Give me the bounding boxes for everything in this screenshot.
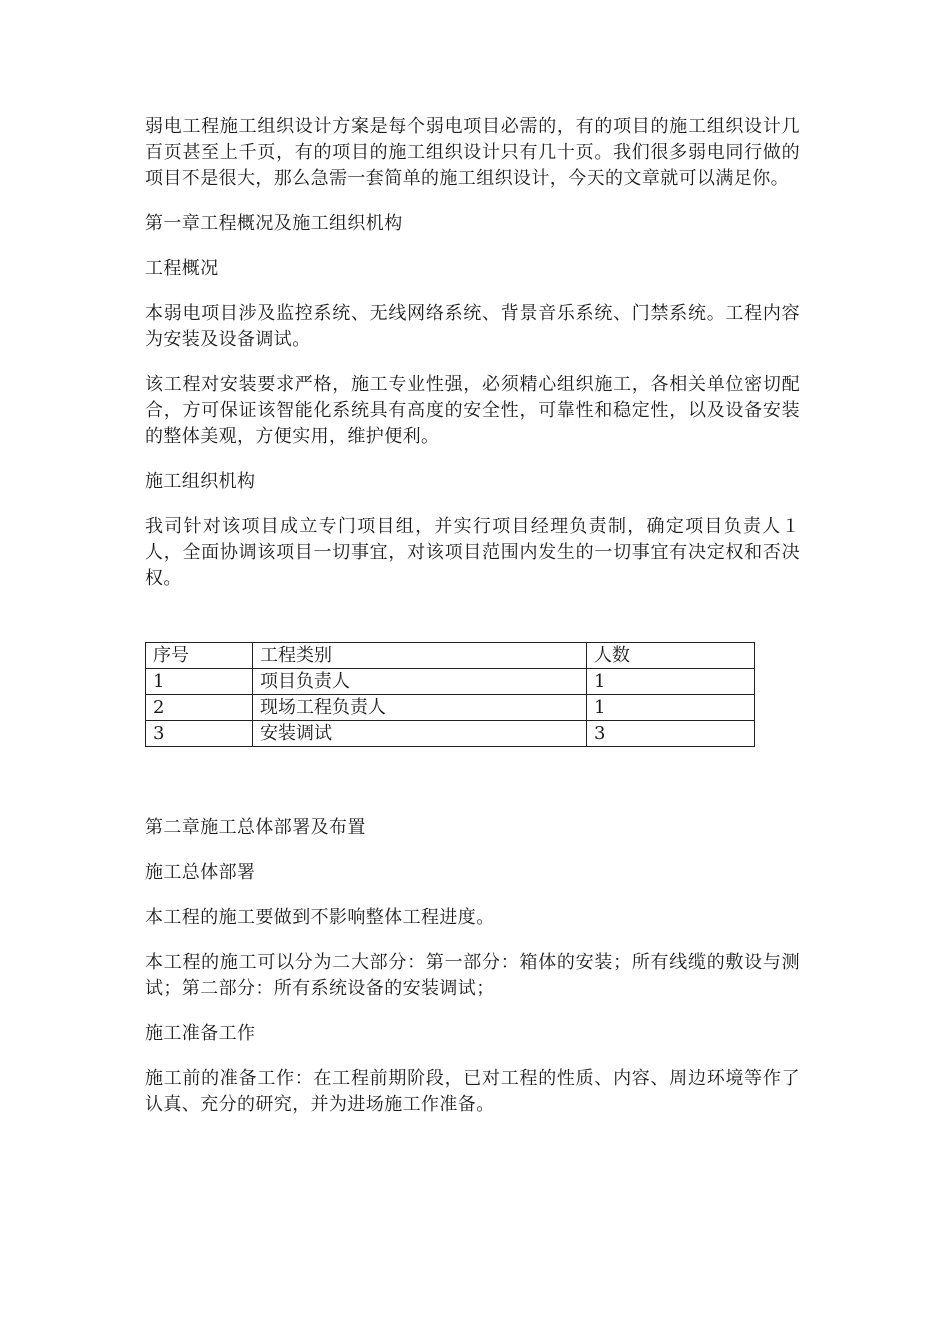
- table-cell: 1: [587, 695, 755, 721]
- chapter-1-title: 第一章工程概况及施工组织机构: [145, 213, 403, 234]
- table-cell: 3: [587, 721, 755, 747]
- staffing-table: [145, 642, 755, 747]
- table-cell: 1: [587, 669, 755, 695]
- table-header-cell: 序号: [146, 643, 253, 669]
- table-cell: 现场工程负责人: [253, 695, 587, 721]
- table-cell: 安装调试: [253, 721, 587, 747]
- chapter-2-title: 第二章施工总体部署及布置: [145, 817, 366, 838]
- deployment-heading: 施工总体部署: [145, 862, 256, 883]
- deployment-paragraph-1: 本工程的施工要做到不影响整体工程进度。: [145, 907, 495, 928]
- table-cell: 2: [146, 695, 253, 721]
- organization-heading: 施工组织机构: [145, 471, 256, 492]
- overview-heading: 工程概况: [145, 258, 219, 279]
- document-page: [145, 114, 800, 1137]
- table-header-row: [146, 643, 755, 669]
- intro-paragraph: 弱电工程施工组织设计方案是每个弱电项目必需的，有的项目的施工组织设计几百页甚至上千页，有的项目的施工组织设计只有几十页。我们很多弱电同行做的项目不是很大，那么急需一套简单的施工组织设计，今天的文章就可以满足你。: [145, 116, 800, 189]
- table-cell: 项目负责人: [253, 669, 587, 695]
- overview-paragraph-2: 该工程对安装要求严格，施工专业性强，必须精心组织施工，各相关单位密切配合，方可保证该智能化系统具有高度的安全性，可靠性和稳定性，以及设备安装的整体美观，方便实用，维护便利。: [145, 374, 800, 447]
- table-header-cell: 工程类别: [253, 643, 587, 669]
- table-row: [146, 695, 755, 721]
- table-header-cell: 人数: [587, 643, 755, 669]
- table-cell: 1: [146, 669, 253, 695]
- organization-paragraph: 我司针对该项目成立专门项目组，并实行项目经理负责制，确定项目负责人１人，全面协调该项目一切事宜，对该项目范围内发生的一切事宜有决定权和否决权。: [145, 516, 800, 589]
- preparation-paragraph: 施工前的准备工作：在工程前期阶段，已对工程的性质、内容、周边环境等作了认真、充分的研究，并为进场施工作准备。: [145, 1068, 800, 1115]
- preparation-heading: 施工准备工作: [145, 1023, 256, 1044]
- table-cell: 3: [146, 721, 253, 747]
- table-row: [146, 721, 755, 747]
- overview-paragraph-1: 本弱电项目涉及监控系统、无线网络系统、背景音乐系统、门禁系统。工程内容为安装及设备调试。: [145, 303, 800, 350]
- table-row: [146, 669, 755, 695]
- deployment-paragraph-2: 本工程的施工可以分为二大部分：第一部分：箱体的安装；所有线缆的敷设与测试；第二部分：所有系统设备的安装调试；: [145, 952, 800, 999]
